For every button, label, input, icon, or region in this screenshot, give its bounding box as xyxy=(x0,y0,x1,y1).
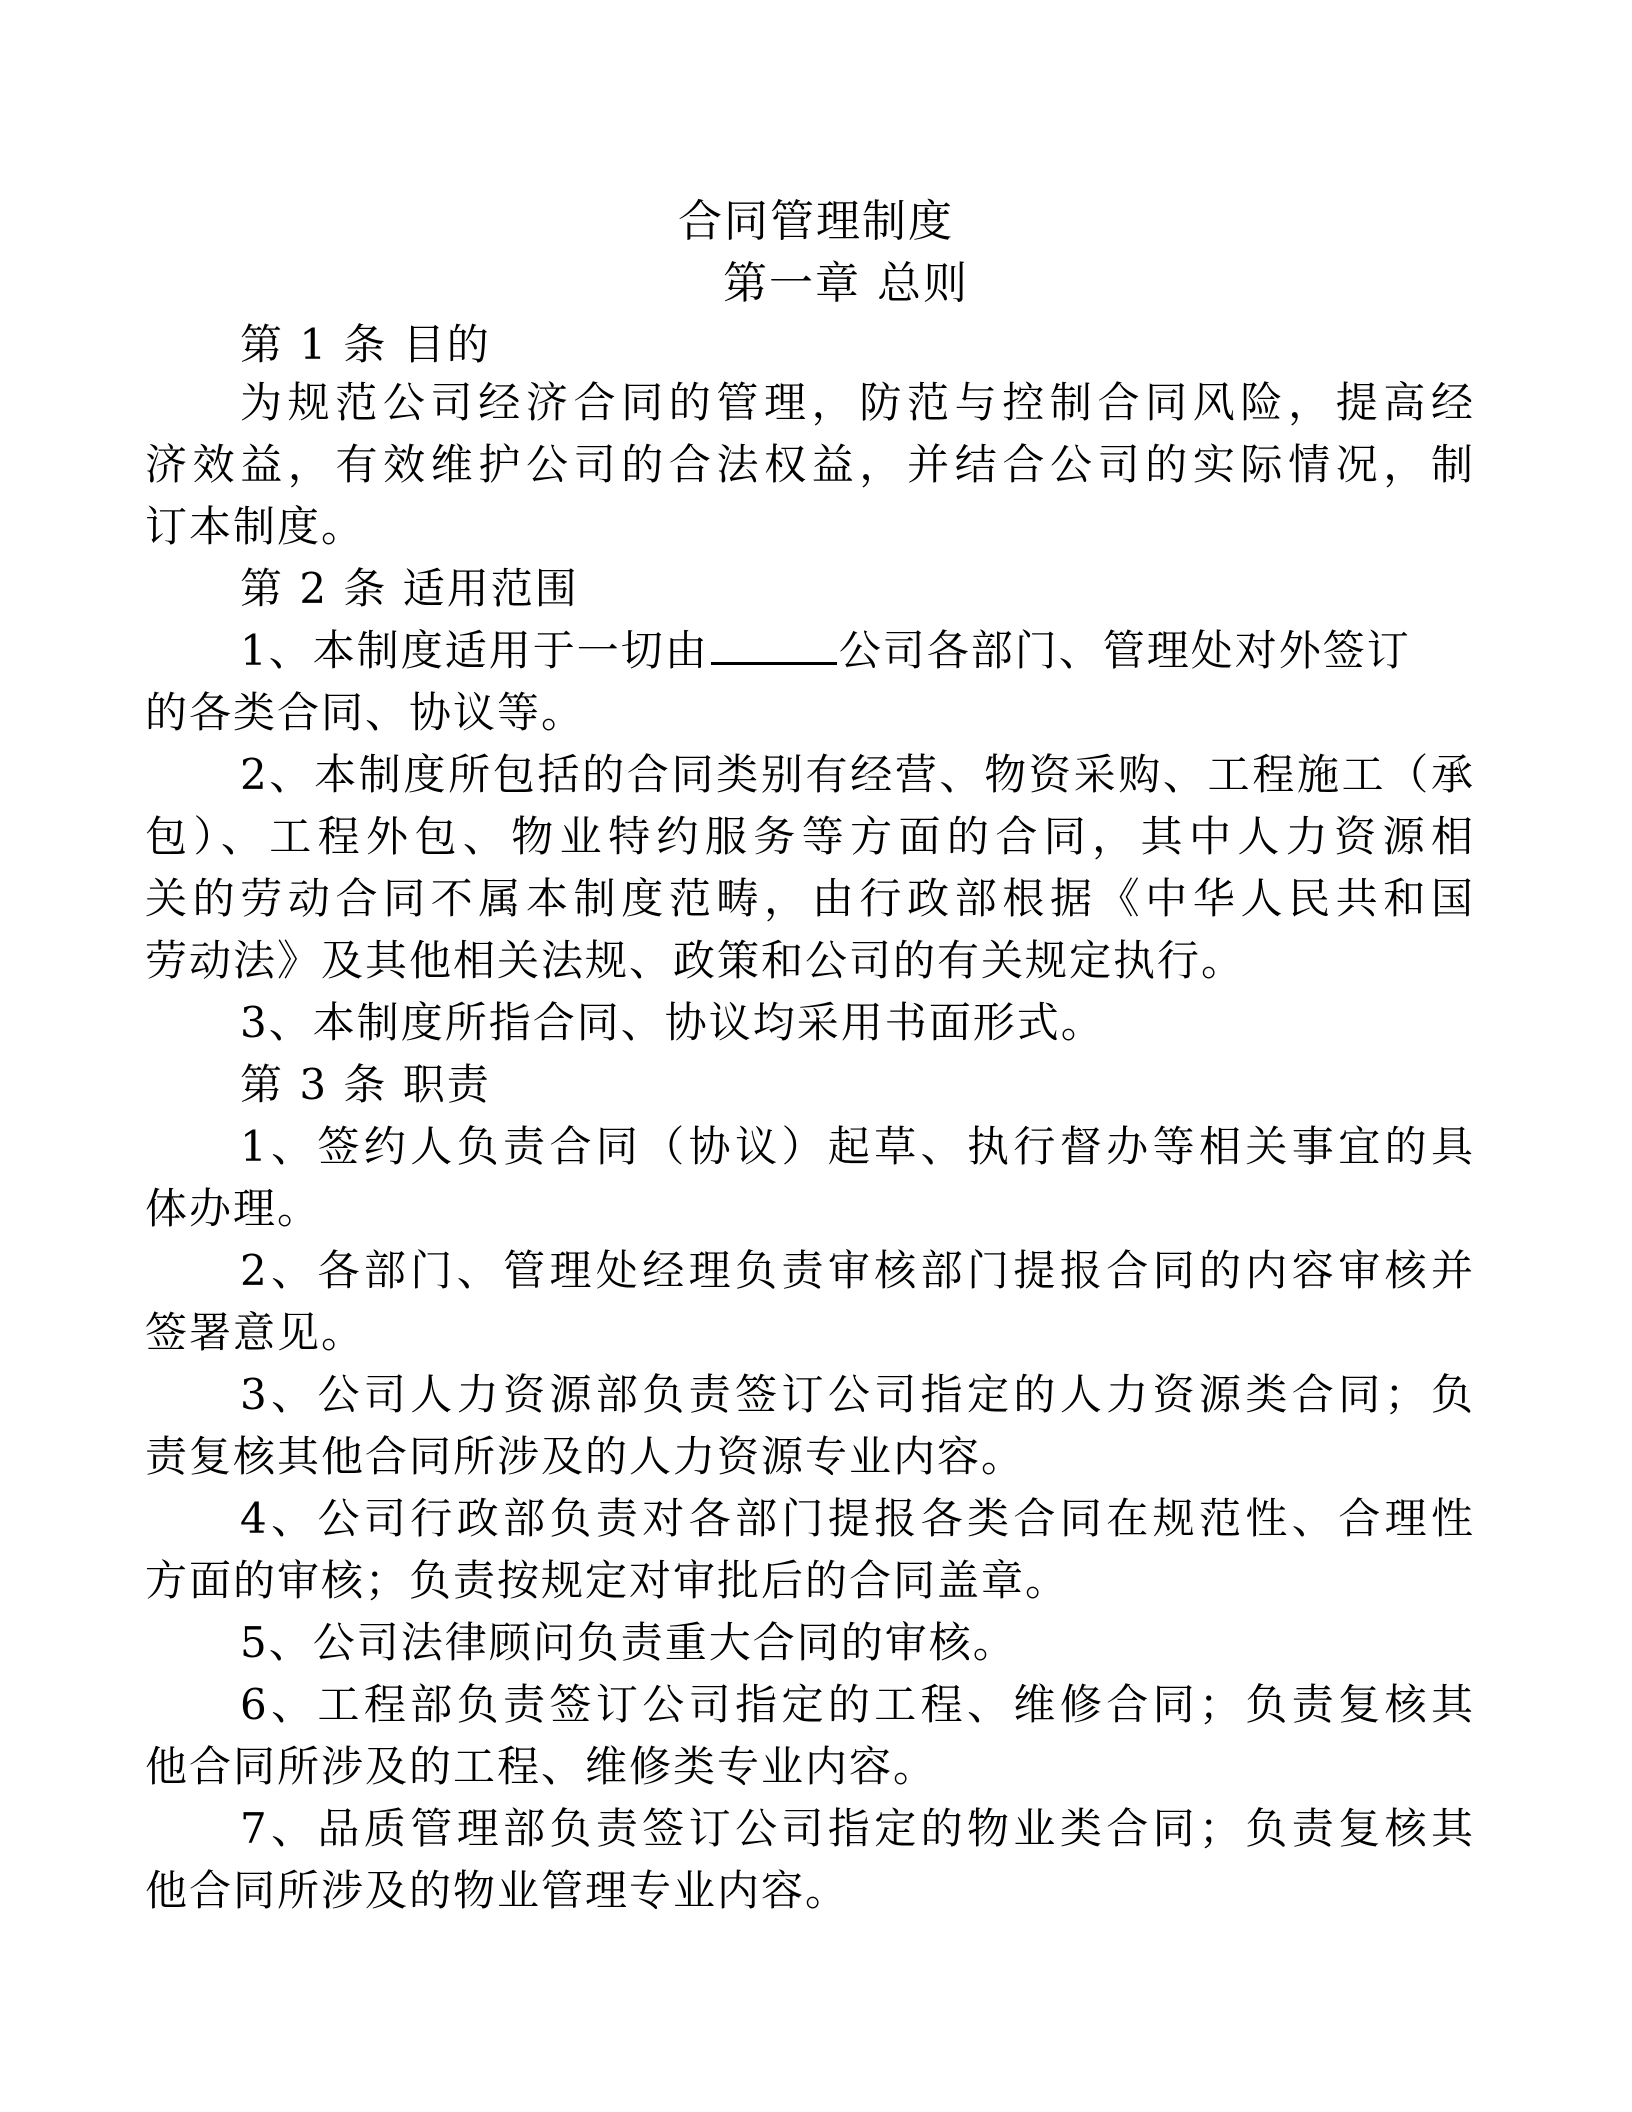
paragraph-line: 订本制度。 xyxy=(145,502,366,551)
paragraph-line: 6、工程部负责签订公司指定的工程、维修合同；负责复核其 xyxy=(240,1680,1475,1729)
paragraph-line: 关的劳动合同不属本制度范畴，由行政部根据《中华人民共和国 xyxy=(145,874,1475,923)
paragraph-line: 济效益，有效维护公司的合法权益，并结合公司的实际情况，制 xyxy=(145,440,1475,489)
paragraph-line: 包）、工程外包、物业特约服务等方面的合同，其中人力资源相 xyxy=(145,812,1475,861)
paragraph-line: 劳动法》及其他相关法规、政策和公司的有关规定执行。 xyxy=(145,936,1246,985)
paragraph-text: 1、本制度适用于一切由 xyxy=(240,626,709,675)
paragraph-line: 1、签约人负责合同（协议）起草、执行督办等相关事宜的具 xyxy=(240,1122,1475,1171)
article-heading: 第 1 条 目的 xyxy=(240,320,491,369)
paragraph-line: 4、公司行政部负责对各部门提报各类合同在规范性、合理性 xyxy=(240,1494,1475,1543)
paragraph-line: 体办理。 xyxy=(145,1184,322,1233)
fill-in-blank xyxy=(711,628,837,665)
paragraph-line: 2、本制度所包括的合同类别有经营、物资采购、工程施工（承 xyxy=(240,750,1475,799)
paragraph-line: 为规范公司经济合同的管理，防范与控制合同风险，提高经 xyxy=(240,378,1475,427)
chapter-heading: 第一章 总则 xyxy=(723,258,969,309)
paragraph-line: 3、本制度所指合同、协议均采用书面形式。 xyxy=(240,998,1105,1047)
paragraph-line: 的各类合同、协议等。 xyxy=(145,688,586,737)
paragraph-line: 他合同所涉及的工程、维修类专业内容。 xyxy=(145,1742,938,1791)
paragraph-line xyxy=(240,620,1475,682)
paragraph-text: 公司各部门、管理处对外签订 xyxy=(838,626,1411,675)
paragraph-line: 签署意见。 xyxy=(145,1308,366,1357)
paragraph-line: 他合同所涉及的物业管理专业内容。 xyxy=(145,1866,850,1915)
paragraph-line: 方面的审核；负责按规定对审批后的合同盖章。 xyxy=(145,1556,1070,1605)
document-title: 合同管理制度 xyxy=(678,196,954,247)
paragraph-line: 责复核其他合同所涉及的人力资源专业内容。 xyxy=(145,1432,1026,1481)
paragraph-line: 7、品质管理部负责签订公司指定的物业类合同；负责复核其 xyxy=(240,1804,1475,1853)
paragraph-line: 2、各部门、管理处经理负责审核部门提报合同的内容审核并 xyxy=(240,1246,1475,1295)
article-heading: 第 2 条 适用范围 xyxy=(240,564,579,613)
paragraph-line: 3、公司人力资源部负责签订公司指定的人力资源类合同；负 xyxy=(240,1370,1475,1419)
article-heading: 第 3 条 职责 xyxy=(240,1060,491,1109)
paragraph-line: 5、公司法律顾问负责重大合同的审核。 xyxy=(240,1618,1017,1667)
